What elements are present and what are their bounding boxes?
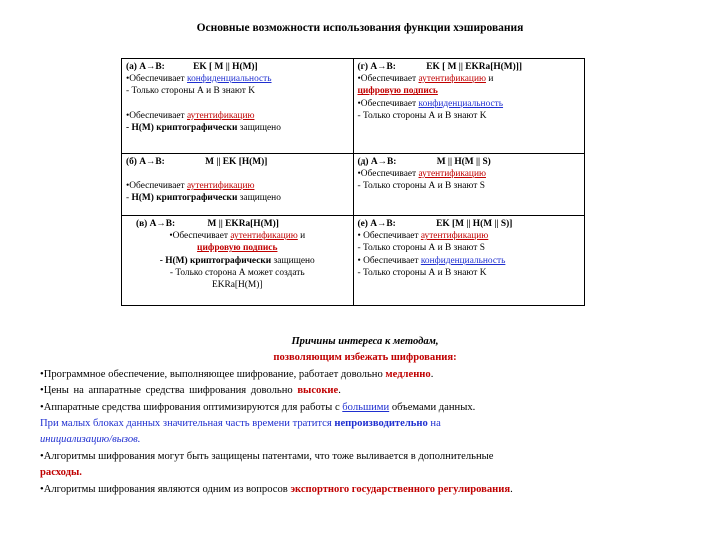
- reason-3-note-end: на: [427, 418, 441, 430]
- cell-e-line3: • Обеспечивает: [357, 255, 421, 266]
- cell-e-line1: • Обеспечивает: [357, 231, 421, 242]
- cell-e-line4: - Только стороны А и В знают K: [357, 267, 487, 278]
- reason-2-end: .: [338, 385, 341, 397]
- authentication-term: аутентификацию: [418, 169, 486, 180]
- cell-a-header: [126, 61, 349, 73]
- cell-d-formula: M || H(M || S): [436, 157, 491, 167]
- cell-e-label: (е) A→B:: [357, 219, 396, 229]
- reason-3-text: •Аппаратные средства шифрования оптимизируются для работы с: [40, 401, 343, 413]
- reasons-section: [40, 334, 690, 498]
- cell-b-line1: •Обеспечивает: [126, 181, 187, 192]
- reason-4: •Алгоритмы шифрования могут быть защищены патентами, что тоже выливается в дополнительные: [40, 450, 494, 462]
- authentication-term: аутентификацию: [230, 231, 298, 242]
- cell-g-line4: - Только стороны А и В знают K: [357, 110, 487, 121]
- cell-b-line2-pre: -: [126, 193, 132, 204]
- cell-g-line1: •Обеспечивает: [357, 74, 419, 85]
- cell-g-label: (г) A→B:: [357, 62, 396, 72]
- page-title: Основные возможности использования функции хэширования: [196, 22, 524, 34]
- cell-g-header: [358, 61, 581, 73]
- authentication-term: аутентификацию: [187, 181, 255, 192]
- cell-v-formula: M || EKRa[H(M)]: [207, 219, 279, 229]
- digital-signature-term: цифровую подпись: [357, 86, 438, 97]
- digital-signature-term: цифровую подпись: [197, 243, 278, 254]
- reason-2-highlight: высокие: [297, 385, 339, 397]
- authentication-term: аутентификацию: [420, 231, 489, 242]
- cell-v-label: (в) A→B:: [136, 219, 176, 229]
- cell-a-line3: •Обеспечивает: [126, 110, 187, 121]
- reason-3-highlight: большими: [342, 401, 390, 413]
- cell-a-line2: - Только стороны А и В знают K: [126, 86, 256, 97]
- reason-3: [40, 400, 690, 416]
- reason-5-end: .: [510, 483, 513, 495]
- cell-a-line4: защищено: [237, 122, 281, 133]
- cell-g-line1-post: и: [485, 74, 494, 85]
- reason-1-highlight: медленно: [385, 368, 431, 380]
- cell-a-line1: •Обеспечивает: [126, 74, 187, 85]
- cell-a-line4-bold: - H(M) криптографически: [126, 122, 238, 133]
- cell-v-line3: защищено: [271, 255, 315, 266]
- cell-d-line1: •Обеспечивает: [357, 169, 419, 180]
- reason-3-note-cont: инициализацию/вызов.: [40, 434, 141, 446]
- cell-e-header: [358, 218, 581, 230]
- reason-3-note-text: При малых блоках данных значительная часть времени тратится: [40, 418, 335, 430]
- reason-1-end: .: [430, 368, 434, 380]
- reason-3-note-highlight: непроизводительно: [334, 418, 428, 430]
- cell-e: [353, 216, 585, 306]
- cell-d-header: [358, 156, 581, 168]
- cell-v: [122, 216, 354, 306]
- cell-b-line2: защищено: [237, 193, 281, 204]
- cell-b-header: [126, 156, 349, 168]
- reason-1: [40, 367, 690, 383]
- confidentiality-term: конфиденциальность: [187, 74, 272, 85]
- reasons-subheading: позволяющим избежать шифрования:: [273, 352, 457, 364]
- reason-4-cont: расходы.: [40, 467, 82, 479]
- reason-3-note: [40, 416, 690, 432]
- cell-v-line1: •Обеспечивает: [169, 231, 231, 242]
- cell-e-line2: - Только стороны А и В знают S: [357, 243, 485, 254]
- cell-a: [122, 59, 354, 154]
- cell-g: [353, 59, 585, 154]
- reason-1-text: •Программное обеспечение, выполняющее шифрование, работает довольно: [40, 368, 386, 380]
- cell-v-header: [126, 218, 349, 230]
- cell-v-line3-bold: - H(M) криптографически: [159, 255, 272, 266]
- cell-b-label: (б) A→B:: [126, 157, 165, 167]
- confidentiality-term: конфиденциальность: [420, 255, 506, 266]
- reason-5: [40, 482, 690, 498]
- confidentiality-term: конфиденциальность: [418, 98, 504, 109]
- reason-2: [40, 383, 690, 399]
- reason-3-end: объемами данных.: [389, 401, 476, 413]
- authentication-term: аутентификацию: [187, 110, 255, 121]
- cell-a-label: (а) A→B:: [126, 62, 165, 72]
- reason-5-highlight: экспортного государственного регулирования: [290, 483, 511, 495]
- reason-2-text: •Цены на аппаратные средства шифрования довольно: [40, 385, 298, 397]
- cell-v-line5: EKRa[H(M)]: [211, 280, 263, 291]
- reason-5-text: •Алгоритмы шифрования являются одним из вопросов: [40, 483, 291, 495]
- cell-g-formula: EK [ M || EKRa[H(M)]]: [426, 62, 522, 72]
- cell-d-label: (д) A→B:: [357, 157, 397, 167]
- hash-usage-table: [121, 58, 585, 306]
- cell-b: [122, 154, 354, 216]
- cell-v-line4: - Только сторона А может создать: [169, 267, 305, 278]
- cell-b-line2-bold: H(M) криптографически: [131, 193, 238, 204]
- cell-b-formula: M || EK [H(M)]: [205, 157, 268, 167]
- cell-a-formula: EK [ M || H(M)]: [193, 62, 258, 72]
- cell-g-line3: •Обеспечивает: [357, 98, 419, 109]
- reasons-heading: Причины интереса к методам,: [291, 336, 439, 347]
- cell-v-line1-post: и: [297, 231, 306, 242]
- cell-e-formula: EK [M || H(M || S)]: [436, 219, 513, 229]
- authentication-term: аутентификацию: [418, 74, 486, 85]
- cell-d: [353, 154, 585, 216]
- cell-d-line2: - Только стороны А и В знают S: [357, 181, 485, 192]
